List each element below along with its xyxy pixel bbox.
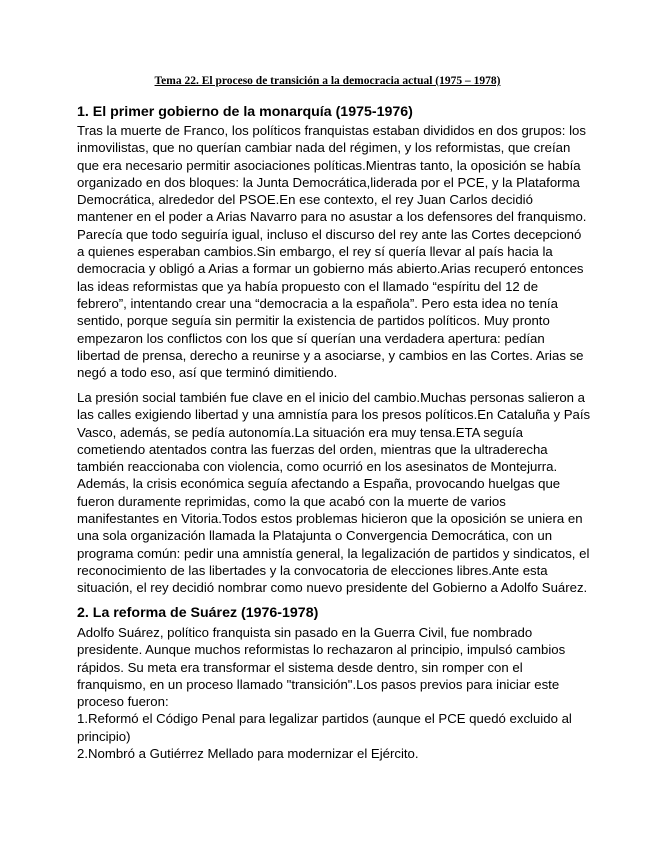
- section-1-paragraph-2: [77, 389, 591, 597]
- text-line: Vasco, además, se pedía autonomía.La situación era muy tensa.ETA seguía: [77, 424, 523, 440]
- text-line: sentido, porque seguía sin permitir la existencia de partidos políticos. Muy pronto: [77, 313, 550, 329]
- text-line: situación, el rey decidió nombrar como nuevo presidente del Gobierno a Adolfo Suárez.: [77, 580, 588, 596]
- section-1-heading: 1. El primer gobierno de la monarquía (1975-1976): [77, 104, 413, 120]
- text-line: principio): [77, 728, 131, 744]
- text-line: franquismo, en un proceso llamado "transición".Los pasos previos para iniciar este: [77, 676, 560, 692]
- text-line: manifestantes en Vitoria.Todos estos problemas hicieron que la oposición se uniera en: [77, 511, 583, 527]
- text-line: organizado en dos bloques: la Junta Democrática,liderada por el PCE, y la Plataforma: [77, 174, 580, 190]
- text-line: proceso fueron:: [77, 694, 169, 710]
- text-line: rápidos. Su meta era transformar el sistema desde dentro, sin romper con el: [77, 659, 523, 675]
- text-line: que era necesario permitir asociaciones políticas.Mientras tanto, la oposición se había: [77, 157, 581, 173]
- text-line: libertad de prensa, derecho a reunirse y a asociarse, y cambios en las Cortes. Arias se: [77, 347, 584, 363]
- text-line: también reaccionaba con violencia, como ocurrió en los asesinatos de Montejurra.: [77, 459, 558, 475]
- section-2-heading: 2. La reforma de Suárez (1976-1978): [77, 605, 319, 621]
- text-line: una sola organización llamada la Platajunta o Convergencia Democrática, con un: [77, 528, 553, 544]
- text-line: reconocimiento de las libertades y la convocatoria de elecciones libres.Ante esta: [77, 562, 548, 578]
- text-line: La presión social también fue clave en el inicio del cambio.Muchas personas salieron a: [77, 390, 586, 405]
- text-line: programa común: pedir una amnistía general, la legalización de partidos y sindicatos, el: [77, 545, 590, 561]
- text-line: Tras la muerte de Franco, los políticos franquistas estaban divididos en dos grupos: los: [77, 123, 586, 138]
- text-line: febrero”, intentando crear una “democracia a la española”. Pero esta idea no tenía: [77, 295, 558, 311]
- section-1-paragraph-1: [77, 122, 587, 381]
- text-line: Parecía que todo seguiría igual, incluso el discurso del rey ante las Cortes decepcionó: [77, 226, 582, 242]
- text-line: negó a todo eso, así que terminó dimitiendo.: [77, 365, 338, 381]
- text-line: inmovilistas, que no querían cambiar nada del régimen, y los reformistas, que creían: [77, 140, 571, 156]
- text-line: mantener en el poder a Arias Navarro para no asustar a los defensores del franquismo.: [77, 209, 587, 225]
- text-line: Democrática, alrededor del PSOE.En ese contexto, el rey Juan Carlos decidió: [77, 192, 533, 208]
- text-line: las ideas reformistas que ya había propuesto con el llamado “espíritu del 12 de: [77, 278, 539, 294]
- section-2-paragraph-1: [77, 624, 587, 762]
- text-line: a quienes esperaban cambios.Sin embargo, el rey sí quería llevar al país hacia la: [77, 244, 553, 260]
- text-line: presidente. Aunque muchos reformistas lo rechazaron al principio, impulsó cambios: [77, 642, 566, 658]
- text-line: las calles exigiendo libertad y una amnistía para los presos políticos.En Cataluña y País: [77, 407, 591, 423]
- text-line: cometiendo atentados contra las fuerzas del orden, mientras que la ultraderecha: [77, 441, 548, 457]
- text-line: 2.Nombró a Gutiérrez Mellado para modernizar el Ejército.: [77, 746, 419, 762]
- text-line: Adolfo Suárez, político franquista sin pasado en la Guerra Civil, fue nombrado: [77, 625, 533, 640]
- document-title: Tema 22. El proceso de transición a la democracia actual (1975 – 1978): [154, 75, 501, 87]
- text-line: empezaron los conflictos con los que sí querían una verdadera apertura: pedían: [77, 330, 545, 346]
- text-line: 1.Reformó el Código Penal para legalizar partidos (aunque el PCE quedó excluido al: [77, 711, 572, 727]
- text-line: fueron duramente reprimidas, como la que acabó con la muerte de varios: [77, 493, 506, 509]
- text-line: democracia y obligó a Arias a formar un gobierno más abierto.Arias recuperó entonces: [77, 261, 584, 277]
- text-line: Además, la crisis económica seguía afectando a España, provocando huelgas que: [77, 476, 561, 492]
